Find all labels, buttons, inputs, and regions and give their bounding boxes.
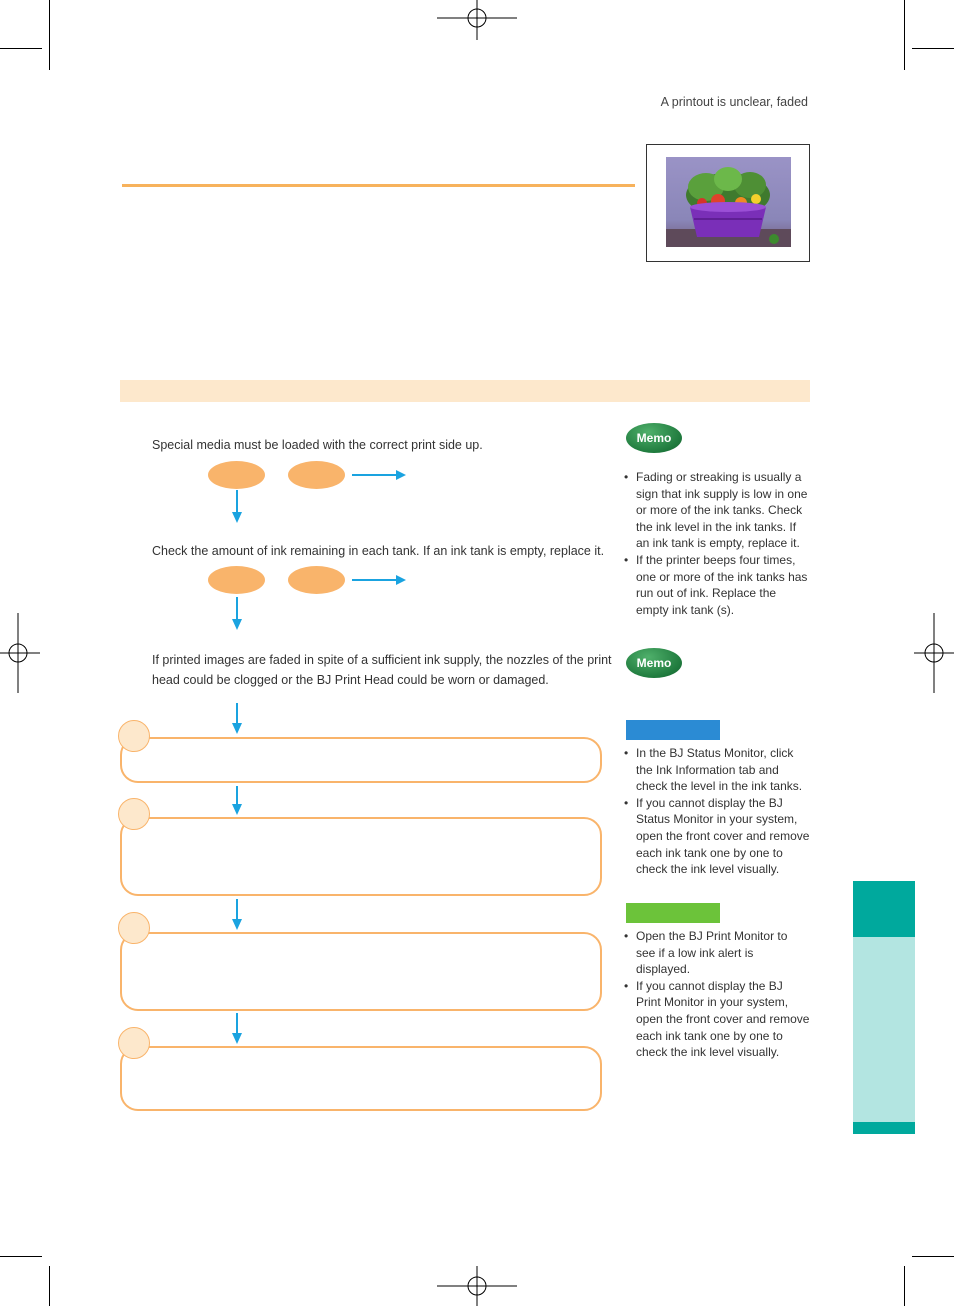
right-arrow-icon (352, 468, 408, 482)
windows-bar (626, 720, 720, 740)
no-oval (288, 461, 345, 489)
crop-mark (904, 0, 905, 70)
registration-mark-left (0, 613, 40, 693)
registration-mark-right (914, 613, 954, 693)
flow-box-1 (120, 737, 602, 783)
step-3-text: If printed images are faded in spite of a sufficient ink supply, the nozzles of the print head could be clogged or the BJ Print Head could be worn or damaged. (152, 653, 612, 687)
step-bubble-3 (118, 912, 150, 944)
step-bubble-2 (118, 798, 150, 830)
down-arrow-icon (229, 703, 245, 735)
memo-1-item: • If the printer beeps four times, one or more of the ink tanks has run out of ink. Replace the empty ink tank (s). (624, 552, 810, 618)
step-2-text: Check the amount of ink remaining in each tank. If an ink tank is empty, replace it. (152, 544, 605, 558)
crop-mark (49, 0, 50, 70)
mac-bar (626, 903, 720, 923)
no-oval (288, 566, 345, 594)
memo-badge: Memo (626, 648, 682, 678)
section-band (120, 380, 810, 402)
title-rule (122, 184, 635, 187)
chapter-tab-footer (853, 1122, 915, 1134)
registration-mark-top (437, 0, 517, 40)
down-arrow-icon (229, 786, 245, 816)
flow-box-3 (120, 932, 602, 1011)
crop-mark (0, 1256, 42, 1257)
sample-photo-frame (646, 144, 810, 262)
yes-oval (208, 461, 265, 489)
chapter-tab (853, 881, 915, 937)
crop-mark (49, 1266, 50, 1306)
down-arrow-icon (229, 490, 245, 524)
windows-list (624, 745, 810, 878)
windows-item: • In the BJ Status Monitor, click the Ink Information tab and check the level in the ink tanks. (624, 745, 810, 795)
crop-mark (912, 1256, 954, 1257)
step-bubble-1 (118, 720, 150, 752)
down-arrow-icon (229, 899, 245, 931)
running-header: A printout is unclear, faded (660, 95, 808, 109)
yes-oval (208, 566, 265, 594)
down-arrow-icon (229, 597, 245, 631)
crop-mark (904, 1266, 905, 1306)
vegetable-basket-photo (666, 157, 791, 247)
down-arrow-icon (229, 1013, 245, 1045)
right-arrow-icon (352, 573, 408, 587)
memo-1-list (624, 469, 810, 618)
mac-item: • Open the BJ Print Monitor to see if a low ink alert is displayed. (624, 928, 810, 978)
flow-box-4 (120, 1046, 602, 1111)
registration-mark-bottom (437, 1266, 517, 1306)
mac-list (624, 928, 810, 1061)
crop-mark (912, 48, 954, 49)
windows-item: • If you cannot display the BJ Status Monitor in your system, open the front cover and remove each ink tank one by one to check the ink level visually. (624, 795, 810, 878)
mac-item: • If you cannot display the BJ Print Monitor in your system, open the front cover and remove each ink tank one by one to check the ink level visually. (624, 978, 810, 1061)
step-bubble-4 (118, 1027, 150, 1059)
step-1-text: Special media must be loaded with the correct print side up. (152, 438, 483, 452)
memo-badge: Memo (626, 423, 682, 453)
memo-1-item: • Fading or streaking is usually a sign that ink supply is low in one or more of the ink tanks. Check the ink level in the ink tanks. If an ink tank is empty, replace it. (624, 469, 810, 552)
crop-mark (0, 48, 42, 49)
chapter-tab-body (853, 937, 915, 1122)
flow-box-2 (120, 817, 602, 896)
